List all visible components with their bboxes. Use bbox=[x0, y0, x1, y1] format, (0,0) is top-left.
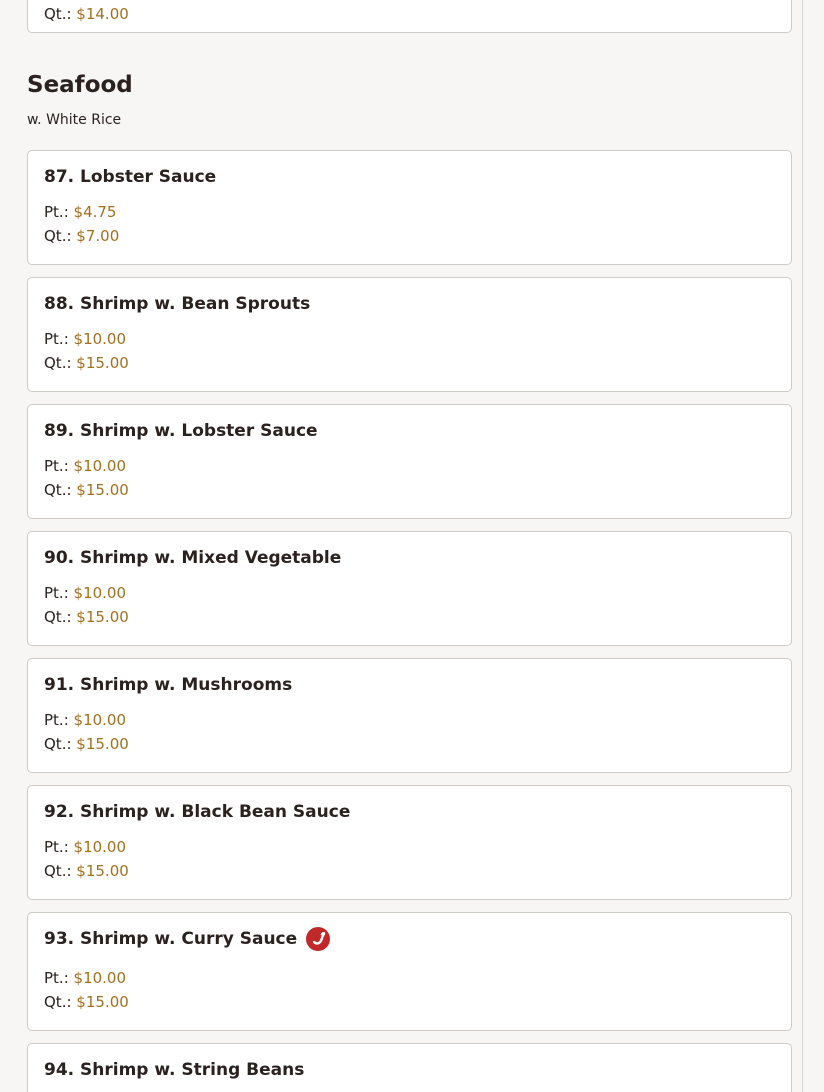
qt-price-line bbox=[44, 481, 129, 499]
qt-label: Qt.: bbox=[44, 608, 72, 626]
pt-label: Pt.: bbox=[44, 969, 69, 987]
pt-label: Pt.: bbox=[44, 203, 69, 221]
pt-price: $10.00 bbox=[73, 457, 127, 475]
qt-price: $15.00 bbox=[76, 354, 129, 372]
qt-price-line bbox=[44, 608, 129, 626]
pt-price-line bbox=[44, 838, 126, 856]
menu-item-name: 91. Shrimp w. Mushrooms bbox=[44, 675, 293, 695]
menu-item-name: 92. Shrimp w. Black Bean Sauce bbox=[44, 802, 351, 822]
qt-price: $15.00 bbox=[76, 862, 129, 880]
pt-price-line bbox=[44, 330, 126, 348]
pt-price: $10.00 bbox=[73, 711, 127, 729]
pt-price-line bbox=[44, 457, 126, 475]
pt-price: $10.00 bbox=[73, 330, 127, 348]
qt-label: Qt.: bbox=[44, 5, 72, 23]
menu-item-card[interactable] bbox=[27, 277, 792, 392]
qt-price-line bbox=[44, 227, 119, 245]
qt-price: $14.00 bbox=[76, 5, 129, 23]
pt-price: $10.00 bbox=[73, 969, 127, 987]
qt-label: Qt.: bbox=[44, 481, 72, 499]
qt-price-line bbox=[44, 735, 129, 753]
menu-item-card[interactable] bbox=[27, 658, 792, 773]
qt-price-line bbox=[44, 993, 129, 1011]
menu-item-card[interactable] bbox=[27, 0, 792, 33]
qt-label: Qt.: bbox=[44, 735, 72, 753]
qt-price: $15.00 bbox=[76, 735, 129, 753]
pt-label: Pt.: bbox=[44, 330, 69, 348]
menu-item-name: 94. Shrimp w. String Beans bbox=[44, 1060, 305, 1080]
qt-price-line bbox=[44, 862, 129, 880]
menu-item-card[interactable] bbox=[27, 531, 792, 646]
pt-price-line bbox=[44, 969, 126, 987]
qt-label: Qt.: bbox=[44, 993, 72, 1011]
pt-label: Pt.: bbox=[44, 711, 69, 729]
menu-item-name: 89. Shrimp w. Lobster Sauce bbox=[44, 421, 318, 441]
menu-item-name: 90. Shrimp w. Mixed Vegetable bbox=[44, 548, 342, 568]
pt-label: Pt.: bbox=[44, 584, 69, 602]
menu-item-card[interactable] bbox=[27, 912, 792, 1031]
qt-price-line bbox=[44, 5, 129, 23]
menu-item-name: 88. Shrimp w. Bean Sprouts bbox=[44, 294, 311, 314]
menu-item-card[interactable] bbox=[27, 150, 792, 265]
qt-price: $15.00 bbox=[76, 608, 129, 626]
menu-item-card[interactable] bbox=[27, 1043, 792, 1092]
menu-item-name: 87. Lobster Sauce bbox=[44, 167, 217, 187]
qt-price: $7.00 bbox=[76, 227, 120, 245]
section-title: Seafood bbox=[27, 72, 133, 98]
spicy-pepper-icon bbox=[306, 927, 330, 951]
qt-label: Qt.: bbox=[44, 227, 72, 245]
menu-item-card[interactable] bbox=[27, 785, 792, 900]
section-subtitle: w. White Rice bbox=[27, 112, 122, 128]
menu-item-card[interactable] bbox=[27, 404, 792, 519]
qt-label: Qt.: bbox=[44, 354, 72, 372]
pt-price-line bbox=[44, 584, 126, 602]
qt-label: Qt.: bbox=[44, 862, 72, 880]
pt-price-line bbox=[44, 711, 126, 729]
pt-price: $10.00 bbox=[73, 584, 127, 602]
pt-price: $4.75 bbox=[73, 203, 117, 221]
pt-label: Pt.: bbox=[44, 457, 69, 475]
pt-price: $10.00 bbox=[73, 838, 127, 856]
menu-item-name: 93. Shrimp w. Curry Sauce bbox=[44, 927, 330, 951]
qt-price: $15.00 bbox=[76, 993, 129, 1011]
qt-price-line bbox=[44, 354, 129, 372]
pt-label: Pt.: bbox=[44, 838, 69, 856]
pt-price-line bbox=[44, 203, 116, 221]
qt-price: $15.00 bbox=[76, 481, 129, 499]
